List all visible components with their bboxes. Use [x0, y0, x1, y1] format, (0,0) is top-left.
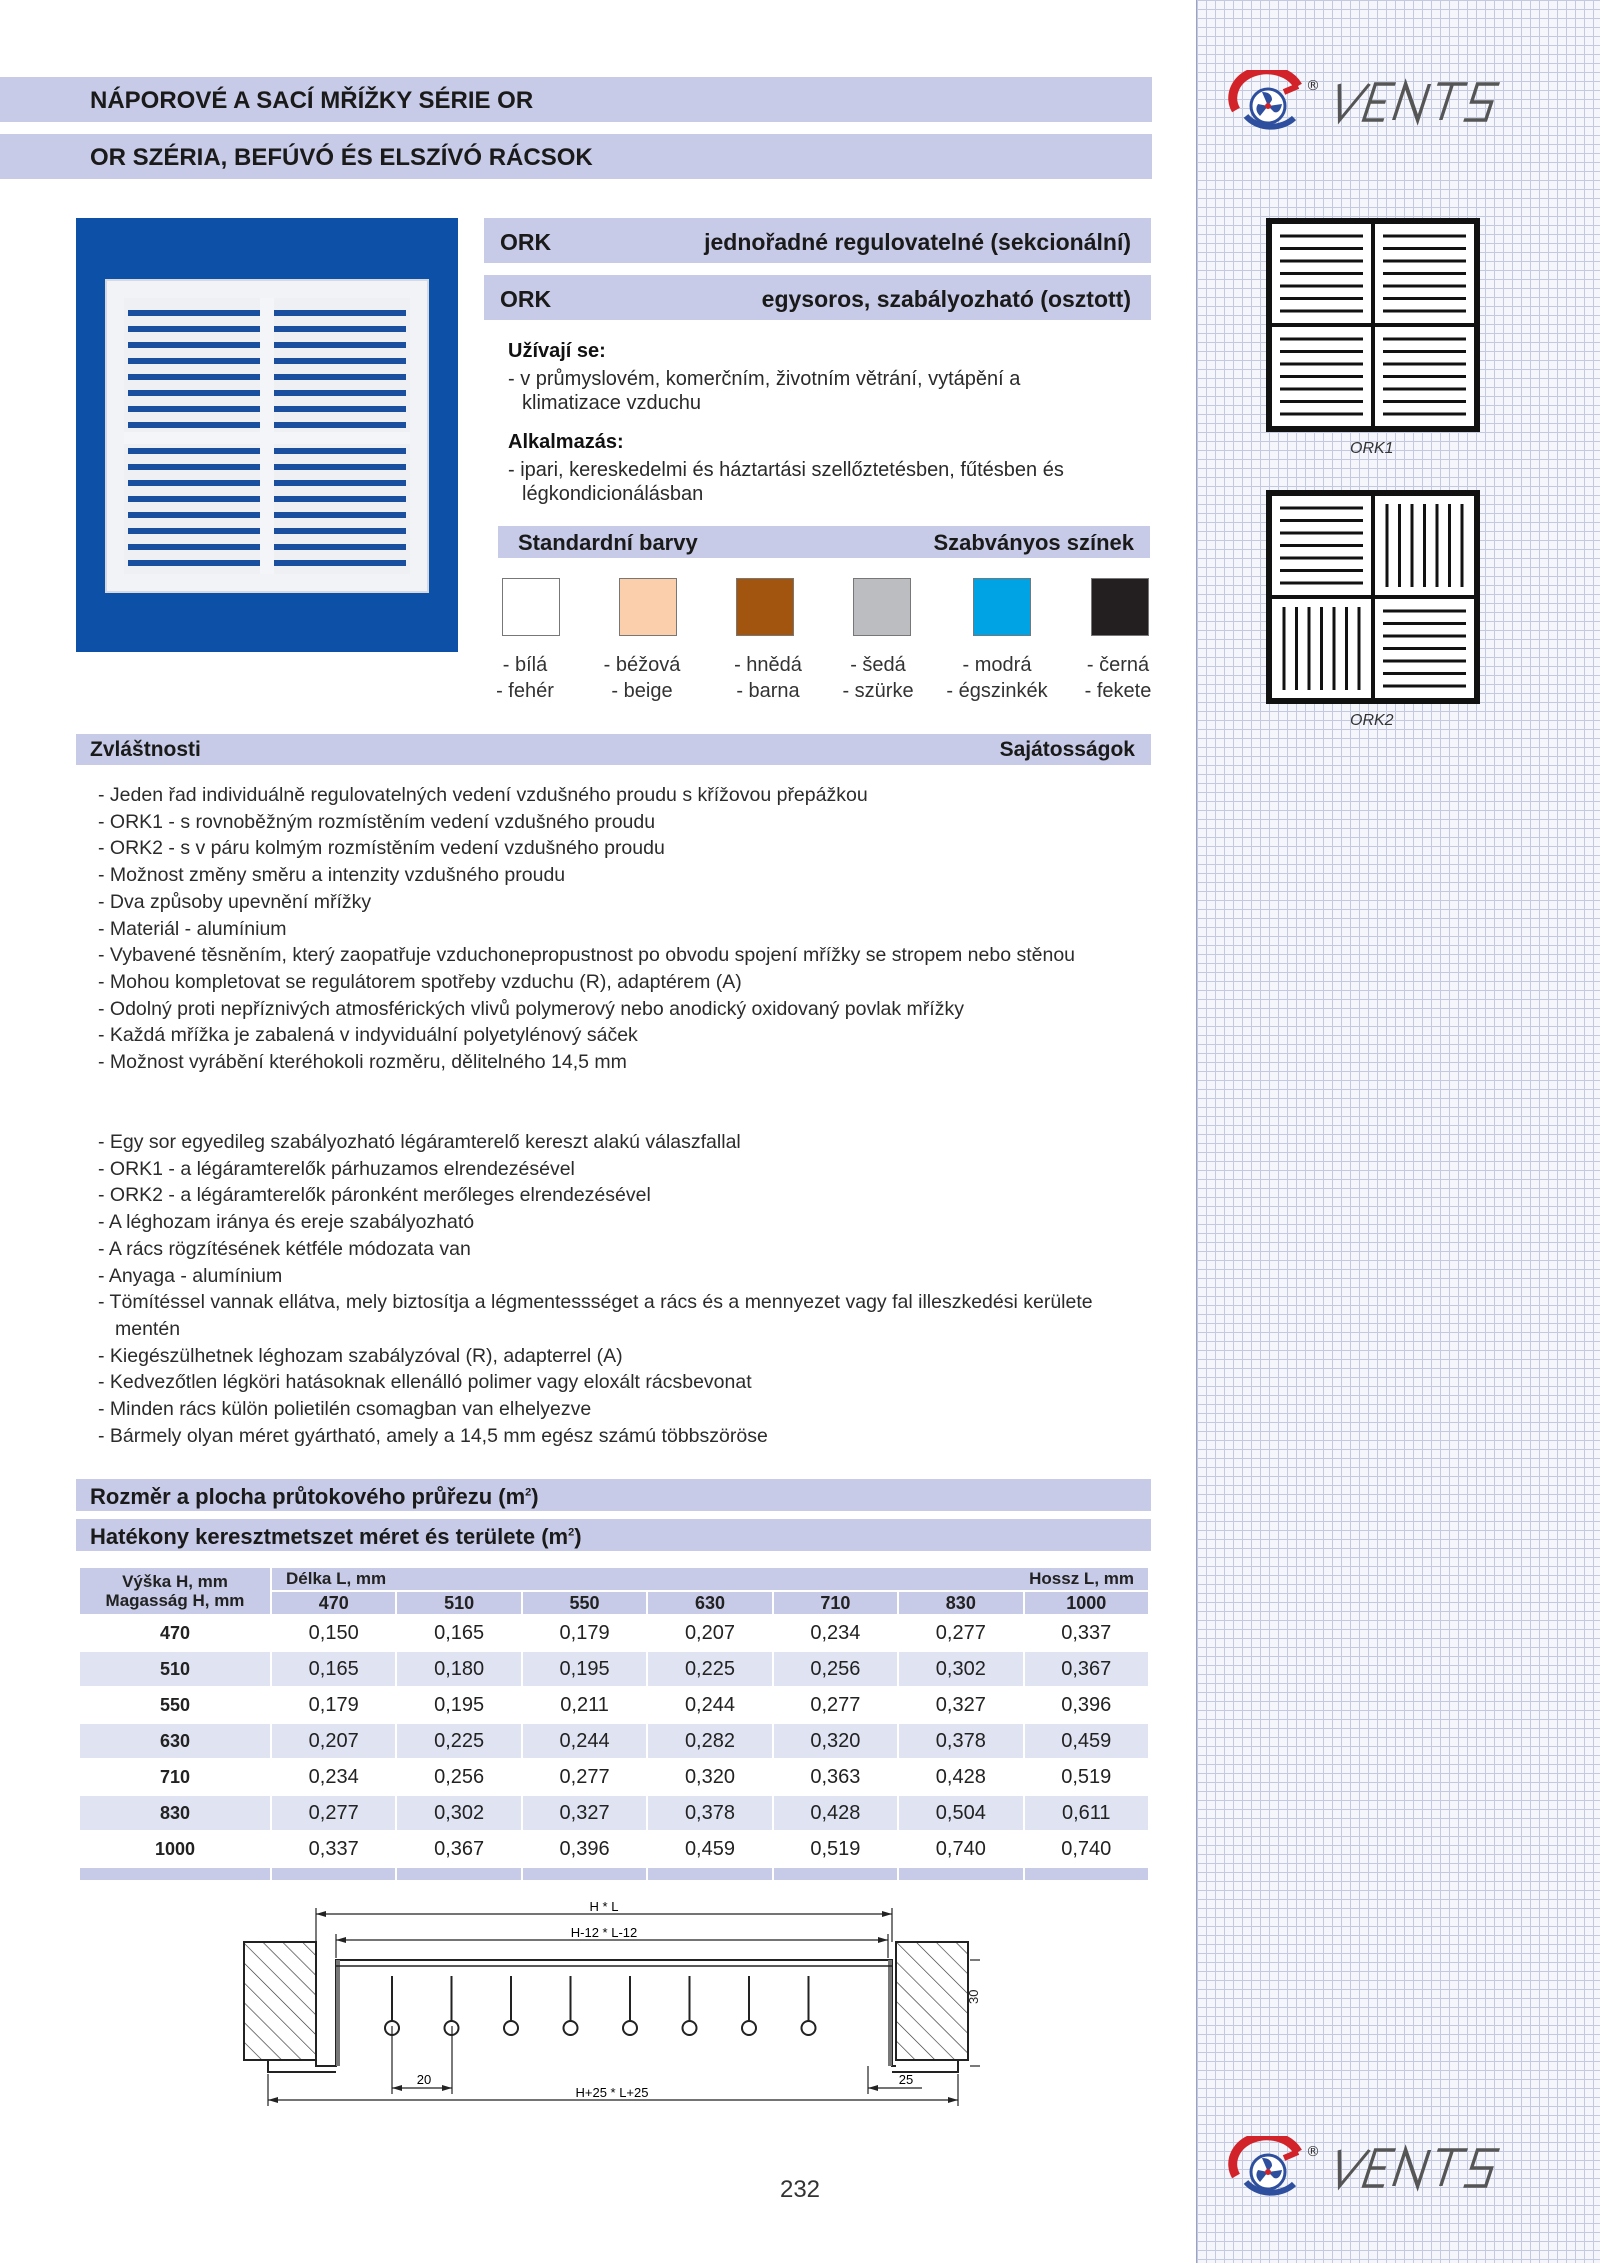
- usage-hu-title: Alkalmazás:: [508, 431, 624, 453]
- table-cell: 0,277: [271, 1795, 396, 1831]
- feature-hu-item: - Kiegészülhetnek léghozam szabályzóval (R), adapterrel (A): [98, 1344, 623, 1367]
- table-cell: 0,277: [522, 1759, 647, 1795]
- feature-hu-item: - Kedvezőtlen légköri hatásoknak ellenálló polimer vagy eloxált rácsbevonat: [98, 1371, 752, 1394]
- product-photo: [76, 218, 458, 652]
- table-cell: 0,396: [522, 1831, 647, 1867]
- feature-hu-item: - Egy sor egyedileg szabályozható légáramterelő kereszt alakú válaszfallal: [98, 1131, 741, 1153]
- table-cell: 0,256: [396, 1759, 521, 1795]
- table-cell: 0,225: [647, 1651, 772, 1687]
- table-cell: 0,244: [647, 1687, 772, 1723]
- table-cell: 0,207: [271, 1723, 396, 1759]
- col-label: 630: [647, 1591, 772, 1615]
- table-row: [79, 1795, 1149, 1831]
- feature-hu-item: - A léghozam iránya és ereje szabályozható: [98, 1211, 475, 1234]
- col-label: 470: [271, 1591, 396, 1615]
- table-cell: 0,302: [396, 1795, 521, 1831]
- ork2-diagram: [1266, 490, 1480, 704]
- row-label: 1000: [79, 1831, 271, 1867]
- table-row: [79, 1615, 1149, 1651]
- louvre-pivot: [504, 2021, 518, 2035]
- product-code-cz: ORK: [500, 229, 552, 255]
- table-cell: 0,207: [647, 1615, 772, 1651]
- table-cell: 0,428: [773, 1795, 898, 1831]
- color-label-black: - černá - fekete: [1084, 654, 1152, 702]
- row-header: Výška H, mm Magasság H, mm: [79, 1567, 271, 1615]
- table-cell: 0,378: [898, 1723, 1023, 1759]
- table-cell: 0,519: [773, 1831, 898, 1867]
- table-cell: 0,282: [647, 1723, 772, 1759]
- page-number: 232: [779, 2176, 821, 2203]
- features-header-hu: Sajátosságok: [999, 738, 1135, 761]
- louvre-pivot: [802, 2021, 816, 2035]
- table-cell: 0,179: [522, 1615, 647, 1651]
- table-row: [79, 1759, 1149, 1795]
- table-cell: 0,378: [647, 1795, 772, 1831]
- table-cell: 0,225: [396, 1723, 521, 1759]
- table-cell: 0,327: [898, 1687, 1023, 1723]
- table-row: [79, 1831, 1149, 1867]
- feature-hu-item: - Tömítéssel vannak ellátva, mely biztosítja a légmentessséget a rács és a mennyezet vagy fal illeszkedési kerülete mentén: [98, 1291, 1093, 1340]
- table-cell: 0,277: [773, 1687, 898, 1723]
- table-cell: 0,234: [271, 1759, 396, 1795]
- row-label: 470: [79, 1615, 271, 1651]
- table-cell: 0,211: [522, 1687, 647, 1723]
- dims-title-hu: Hatékony keresztmetszet méret és területe $(m^2)$: [76, 1519, 1151, 1551]
- dimensions-table: [78, 1566, 1150, 1882]
- table-cell: 0,367: [1024, 1651, 1149, 1687]
- color-swatch-beige: [619, 578, 677, 636]
- ork1-diagram: [1266, 218, 1480, 432]
- product-desc-hu: egysoros, szabályozható (osztott): [761, 286, 1131, 312]
- feature-hu-item: - Minden rács külön polietilén csomagban van elhelyezve: [98, 1398, 592, 1421]
- color-swatch-black: [1091, 578, 1149, 636]
- title-hu: OR SZÉRIA, BEFÚVÓ ÉS ELSZÍVÓ RÁCSOK: [0, 134, 1152, 179]
- color-swatch-blue: [973, 578, 1031, 636]
- feature-cz-item: - Odolný proti nepříznivých atmosférických vlivů polymerový nebo anodický oxidovaný povlak mřížky: [98, 997, 964, 1020]
- table-cell: 0,459: [1024, 1723, 1149, 1759]
- table-cell: 0,740: [898, 1831, 1023, 1867]
- louvre-pivot: [623, 2021, 637, 2035]
- table-row: [79, 1723, 1149, 1759]
- color-label-blue: - modrá - égszinkék: [946, 654, 1048, 702]
- usage-cz-line1: - v průmyslovém, komerčním, životním větrání, vytápění a: [508, 368, 1021, 390]
- table-cell: 0,320: [773, 1723, 898, 1759]
- standard-colors-cz: Standardní barvy: [518, 530, 698, 555]
- row-label: 830: [79, 1795, 271, 1831]
- feature-cz-item: - Vybavené těsněním, který zaopatřuje vzduchonepropustnost po obvodu spojení mřížky se stropem nebo stěnou: [98, 944, 1076, 967]
- product-header-cz: [484, 218, 1151, 263]
- table-cell: 0,320: [647, 1759, 772, 1795]
- feature-hu-item: - Anyaga - alumínium: [98, 1264, 283, 1287]
- col-label: 830: [898, 1591, 1023, 1615]
- feature-hu-item: - A rács rögzítésének kétféle módozata van: [98, 1237, 471, 1260]
- table-cell: 0,165: [271, 1651, 396, 1687]
- feature-cz-item: - Možnost změny směru a intenzity vzdušného proudu: [98, 864, 566, 887]
- dims-title-cz: Rozměr a plocha průtokového průřezu $(m^2)$: [76, 1479, 1151, 1511]
- table-cell: 0,519: [1024, 1759, 1149, 1795]
- table-cell: 0,740: [1024, 1831, 1149, 1867]
- usage-hu-line1: - ipari, kereskedelmi és háztartási szellőztetésben, fűtésben és: [508, 459, 1064, 481]
- usage-cz-line2: klimatizace vzduchu: [522, 392, 701, 414]
- svg-text:20: 20: [416, 2072, 432, 2087]
- vents-logo-top: [1228, 70, 1568, 134]
- table-footer-band: [79, 1867, 1149, 1881]
- col-label: 510: [396, 1591, 521, 1615]
- feature-hu-item: - Bármely olyan méret gyártható, amely a 14,5 mm egész számú többszöröse: [98, 1424, 768, 1447]
- table-cell: 0,337: [1024, 1615, 1149, 1651]
- features-header-cz: Zvláštnosti: [90, 738, 201, 761]
- table-cell: 0,611: [1024, 1795, 1149, 1831]
- row-label: 550: [79, 1687, 271, 1723]
- table-cell: 0,150: [271, 1615, 396, 1651]
- features-list-hu: [98, 1129, 1158, 1449]
- table-cell: 0,244: [522, 1723, 647, 1759]
- table-cell: 0,179: [271, 1687, 396, 1723]
- table-cell: 0,234: [773, 1615, 898, 1651]
- color-label-brown: - hnědá - barna: [734, 654, 802, 702]
- table-cell: 0,367: [396, 1831, 521, 1867]
- dim-depth-label: 30: [966, 1989, 981, 2004]
- svg-text:H+25 * L+25: H+25 * L+25: [575, 2085, 649, 2100]
- title-cz: NÁPOROVÉ A SACÍ MŘÍŽKY SÉRIE OR: [0, 77, 1152, 122]
- table-cell: 0,302: [898, 1651, 1023, 1687]
- feature-hu-item: - ORK1 - a légáramterelők párhuzamos elrendezésével: [98, 1157, 575, 1180]
- features-list-cz: [98, 782, 1158, 1076]
- feature-cz-item: - Jeden řad individuálně regulovatelných vedení vzdušného proudu s křížovou přepážkou: [98, 784, 868, 806]
- row-label: 710: [79, 1759, 271, 1795]
- svg-text:H-12 * L-12: H-12 * L-12: [570, 1925, 638, 1940]
- usage-cz-title: Užívají se:: [508, 340, 606, 362]
- table-cell: 0,327: [522, 1795, 647, 1831]
- feature-cz-item: - Dva způsoby upevnění mřížky: [98, 890, 372, 913]
- svg-text:®: ®: [1306, 78, 1320, 94]
- ork2-label: ORK2: [1350, 712, 1394, 729]
- standard-colors-header: [498, 526, 1150, 558]
- louvre-pivot: [683, 2021, 697, 2035]
- table-cell: 0,195: [396, 1687, 521, 1723]
- grille-section-drawing: [240, 1900, 980, 2115]
- feature-cz-item: - ORK2 - s v páru kolmým rozmístěním vedení vzdušného proudu: [98, 837, 665, 860]
- feature-cz-item: - Mohou kompletovat se regulátorem spotřeby vzduchu (R), adaptérem (A): [98, 970, 742, 993]
- usage-hu-line2: légkondicionálásban: [522, 483, 704, 505]
- svg-text:H * L: H * L: [589, 1900, 619, 1914]
- table-cell: 0,459: [647, 1831, 772, 1867]
- vents-logo-bottom: [1228, 2136, 1568, 2200]
- color-swatch-grey: [853, 578, 911, 636]
- col-label: 550: [522, 1591, 647, 1615]
- color-label-white: - bílá - fehér: [496, 654, 554, 702]
- feature-cz-item: - ORK1 - s rovnoběžným rozmístěním vedení vzdušného proudu: [98, 810, 656, 833]
- col-label: 710: [773, 1591, 898, 1615]
- feature-hu-item: - ORK2 - a légáramterelők páronként merőleges elrendezésével: [98, 1184, 651, 1207]
- table-cell: 0,195: [522, 1651, 647, 1687]
- product-desc-cz: jednořadné regulovatelné (sekcionální): [704, 229, 1131, 255]
- table-cell: 0,396: [1024, 1687, 1149, 1723]
- table-row: [79, 1651, 1149, 1687]
- col-header: Délka L, mm Hossz L, mm: [271, 1567, 1149, 1591]
- color-swatch-white: [502, 578, 560, 636]
- ork1-label: ORK1: [1350, 440, 1394, 457]
- table-cell: 0,504: [898, 1795, 1023, 1831]
- table-cell: 0,180: [396, 1651, 521, 1687]
- table-cell: 0,277: [898, 1615, 1023, 1651]
- standard-colors-hu: Szabványos színek: [933, 530, 1134, 555]
- table-cell: 0,337: [271, 1831, 396, 1867]
- row-label: 510: [79, 1651, 271, 1687]
- features-header: [76, 734, 1151, 765]
- color-swatch-brown: [736, 578, 794, 636]
- row-label: 630: [79, 1723, 271, 1759]
- table-cell: 0,428: [898, 1759, 1023, 1795]
- product-code-hu: ORK: [500, 286, 552, 312]
- product-header-hu: [484, 275, 1151, 320]
- col-label: 1000: [1024, 1591, 1149, 1615]
- svg-text:®: ®: [1306, 2144, 1320, 2160]
- louvre-pivot: [742, 2021, 756, 2035]
- svg-text:25: 25: [898, 2072, 914, 2087]
- table-cell: 0,256: [773, 1651, 898, 1687]
- louvre-pivot: [564, 2021, 578, 2035]
- table-row: [79, 1687, 1149, 1723]
- feature-cz-item: - Materiál - alumínium: [98, 917, 287, 940]
- feature-cz-item: - Možnost vyrábění kteréhokoli rozměru, dělitelného 14,5 mm: [98, 1051, 627, 1074]
- color-label-beige: - béžová - beige: [603, 654, 681, 702]
- table-cell: 0,165: [396, 1615, 521, 1651]
- color-label-grey: - šedá - szürke: [842, 654, 914, 702]
- feature-cz-item: - Každá mřížka je zabalená v indyviduální polyetylénový sáček: [98, 1024, 638, 1047]
- table-cell: 0,363: [773, 1759, 898, 1795]
